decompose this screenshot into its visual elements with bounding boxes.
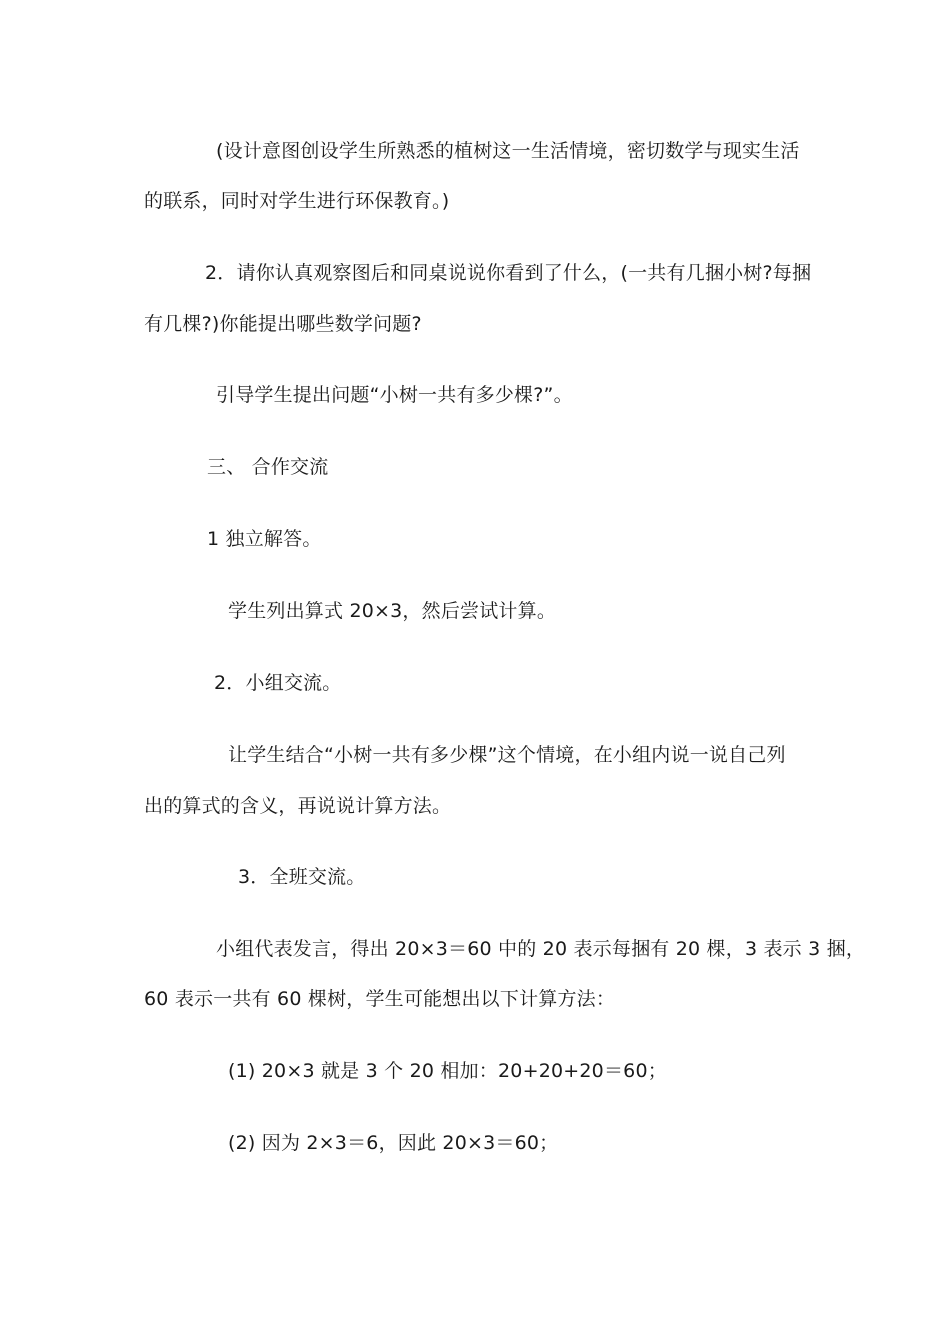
paragraph-guide-question: 引导学生提出问题“小树一共有多少棵?”。 (216, 384, 573, 406)
paragraph-observe-picture: 2．请你认真观察图后和同桌说说你看到了什么，(一共有几捆小树?每捆 (205, 262, 812, 284)
step-independent-solve: 1 独立解答。 (207, 528, 322, 550)
paragraph-student-formula: 学生列出算式 20×3，然后尝试计算。 (228, 600, 557, 622)
paragraph-group-discussion: 让学生结合“小树一共有多少棵”这个情境，在小组内说一说自己列 (228, 744, 786, 766)
step-class-exchange: 3．全班交流。 (238, 866, 366, 888)
paragraph-group-discussion-cont: 出的算式的含义，再说说计算方法。 (144, 795, 452, 817)
paragraph-design-intent: (设计意图创设学生所熟悉的植树这一生活情境，密切数学与现实生活 (216, 140, 800, 162)
paragraph-design-intent-cont: 的联系，同时对学生进行环保教育。) (144, 190, 450, 212)
section-heading-cooperation: 三、 合作交流 (207, 456, 329, 478)
paragraph-representative-cont: 60 表示一共有 60 棵树，学生可能想出以下计算方法： (144, 988, 616, 1010)
paragraph-observe-picture-cont: 有几棵?)你能提出哪些数学问题? (144, 313, 422, 335)
method-item-1: (1) 20×3 就是 3 个 20 相加：20+20+20＝60； (228, 1060, 667, 1082)
step-group-exchange: 2．小组交流。 (214, 672, 342, 694)
paragraph-representative: 小组代表发言，得出 20×3＝60 中的 20 表示每捆有 20 棵，3 表示 3 捆， (216, 938, 866, 960)
method-item-2: (2) 因为 2×3＝6，因此 20×3＝60； (228, 1132, 559, 1154)
